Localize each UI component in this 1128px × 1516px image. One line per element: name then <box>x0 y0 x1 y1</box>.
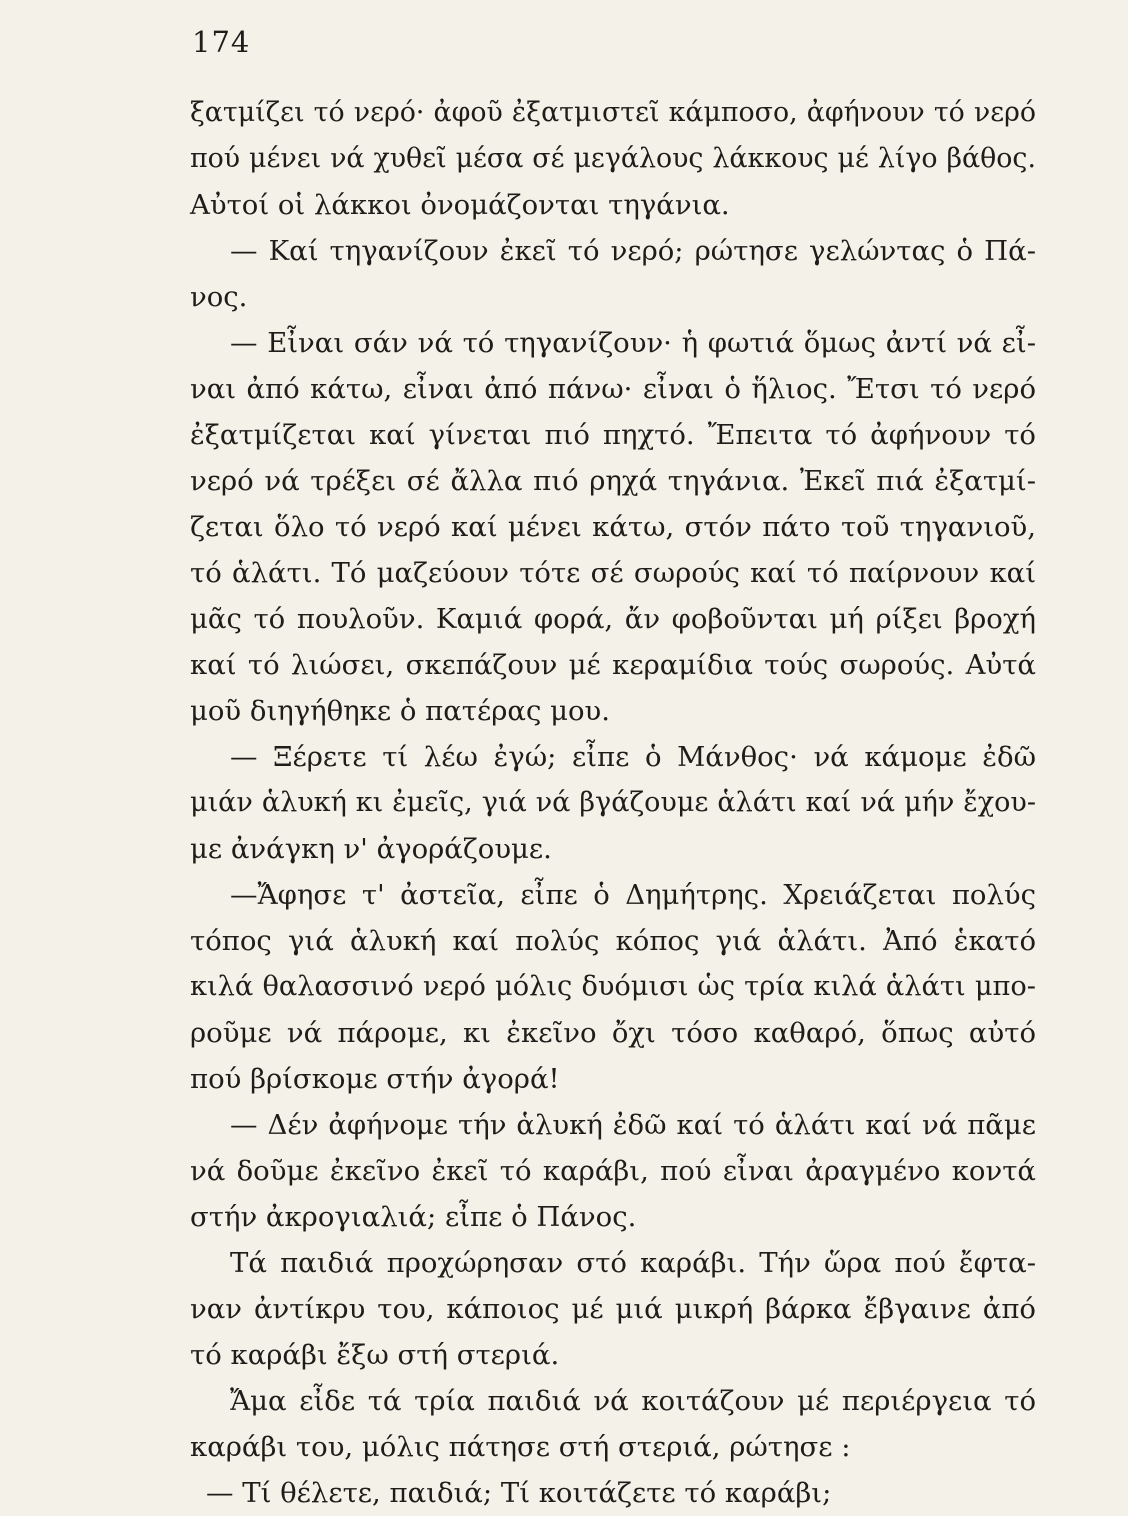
text-line: πού μένει νά χυθεῖ μέσα σέ μεγάλους λάκκους μέ λίγο βάθος. <box>190 143 1036 174</box>
text-line: ξατμίζει τό νερό· ἀφοῦ ἐξατμιστεῖ κάμποσο, ἀφήνουν τό νερό <box>190 97 1036 128</box>
text-line: Αὐτοί οἱ λάκκοι ὀνομάζονται τηγάνια. <box>190 189 730 221</box>
text-line: τόπος γιά ἁλυκή καί πολύς κόπος γιά ἁλάτι. Ἀπό ἑκατό <box>190 925 1036 957</box>
text-line: μοῦ διηγήθηκε ὁ πατέρας μου. <box>190 695 610 727</box>
text-line: — Καί τηγανίζουν ἐκεῖ τό νερό; ρώτησε γελώντας ὁ Πά- <box>230 235 1036 267</box>
text-line: ναι ἀπό κάτω, εἶναι ἀπό πάνω· εἶναι ὁ ἥλιος. Ἔτσι τό νερό <box>190 373 1036 405</box>
text-line: καί τό λιώσει, σκεπάζουν μέ κεραμίδια τούς σωρούς. Αὐτά <box>190 649 1036 681</box>
paragraph <box>190 872 1036 1102</box>
paragraph <box>190 90 1036 228</box>
body-text <box>190 90 1036 1516</box>
paragraph <box>190 228 1036 320</box>
text-line: ναν ἀντίκρυ του, κάποιος μέ μιά μικρή βάρκα ἔβγαινε ἀπό <box>190 1293 1036 1325</box>
text-line: μιάν ἁλυκή κι ἐμεῖς, γιά νά βγάζουμε ἁλάτι καί νά μήν ἔχου- <box>190 787 1036 818</box>
paragraph <box>190 320 1036 734</box>
text-line: —Ἄφησε τ' ἀστεῖα, εἶπε ὁ Δημήτρης. Χρειάζεται πολύς <box>230 879 1036 911</box>
text-line: — Εἶναι σάν νά τό τηγανίζουν· ἡ φωτιά ὅμως ἀντί νά εἶ- <box>230 327 1036 359</box>
text-line: νά δοῦμε ἐκεῖνο ἐκεῖ τό καράβι, πού εἶναι ἀραγμένο κοντά <box>190 1155 1036 1187</box>
text-line: — Ξέρετε τί λέω ἐγώ; εἶπε ὁ Μάνθος· νά κάμομε ἐδῶ <box>230 741 1036 773</box>
page-number: 174 <box>192 25 251 59</box>
text-line: νερό νά τρέξει σέ ἄλλα πιό ρηχά τηγάνια. Ἐκεῖ πιά ἐξατμί- <box>190 465 1036 497</box>
paragraph <box>190 734 1036 872</box>
paragraph <box>190 1378 1036 1470</box>
text-line: τό ἁλάτι. Τό μαζεύουν τότε σέ σωρούς καί τό παίρνουν καί <box>190 557 1036 589</box>
text-line: πού βρίσκομε στήν ἀγορά! <box>190 1063 560 1095</box>
paragraph <box>190 1470 1036 1516</box>
text-line: καράβι του, μόλις πάτησε στή στεριά, ρώτησε : <box>190 1431 851 1463</box>
text-line: ροῦμε νά πάρομε, κι ἐκεῖνο ὄχι τόσο καθαρό, ὅπως αὐτό <box>190 1017 1036 1049</box>
text-line: — Δέν ἀφήνομε τήν ἁλυκή ἐδῶ καί τό ἁλάτι καί νά πᾶμε <box>230 1109 1036 1141</box>
text-line: ζεται ὅλο τό νερό καί μένει κάτω, στόν πάτο τοῦ τηγανιοῦ, <box>190 511 1036 543</box>
text-line: τό καράβι ἔξω στή στεριά. <box>190 1339 560 1371</box>
text-line: ἐξατμίζεται καί γίνεται πιό πηχτό. Ἔπειτα τό ἀφήνουν τό <box>190 419 1036 451</box>
text-line: νος. <box>190 281 248 313</box>
text-line: Ἄμα εἶδε τά τρία παιδιά νά κοιτάζουν μέ περιέργεια τό <box>230 1385 1036 1417</box>
text-line: Τά παιδιά προχώρησαν στό καράβι. Τήν ὥρα πού ἔφτα- <box>230 1247 1036 1279</box>
text-line: — Τί θέλετε, παιδιά; Τί κοιτάζετε τό καράβι; <box>206 1477 832 1509</box>
text-line: στήν ἀκρογιαλιά; εἶπε ὁ Πάνος. <box>190 1201 637 1233</box>
text-line: μᾶς τό πουλοῦν. Καμιά φορά, ἄν φοβοῦνται μή ρίξει βροχή <box>190 603 1036 635</box>
text-line: κιλά θαλασσινό νερό μόλις δυόμισι ὡς τρία κιλά ἁλάτι μπο- <box>190 971 1036 1002</box>
paragraph <box>190 1102 1036 1240</box>
text-line: με ἀνάγκη ν' ἀγοράζουμε. <box>190 833 552 865</box>
paragraph <box>190 1240 1036 1378</box>
